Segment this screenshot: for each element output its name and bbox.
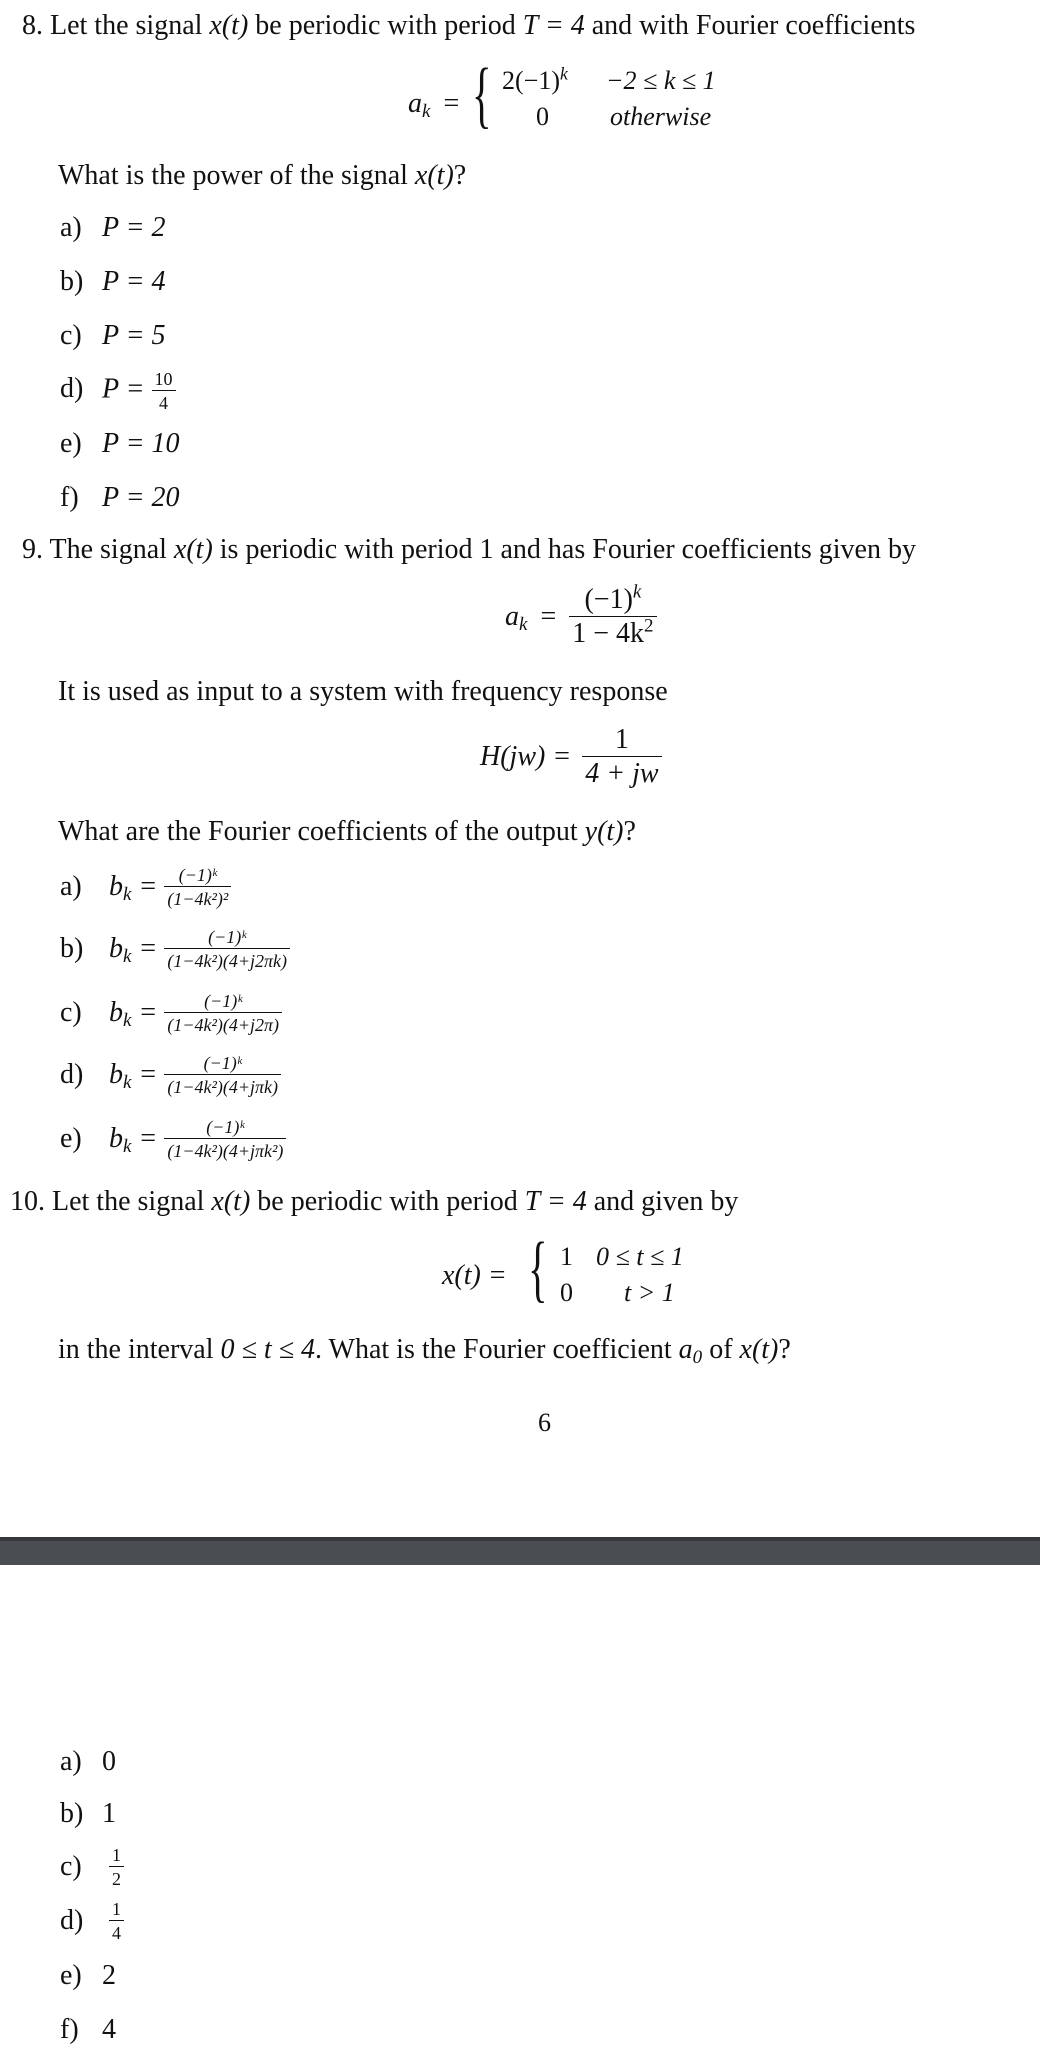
q9-option-b[interactable]: b) $b_k$ = $\frac{\text{(−1)ᵏ}}{\text{(1−4k²)(4+j2πk)}}$ [60,928,290,970]
q8-case-2: 0 otherwise [536,102,712,131]
question-number: 9. [22,534,43,565]
q8-question: What is the power of the signal x(t)? [58,160,467,191]
q10-case-2: 0 t > 1 [560,1278,675,1307]
q10-cases-brace: { [528,1228,548,1310]
q8-case-1: $2(-1)^k$ −2 ≤ k ≤ 1 [502,63,716,95]
q9-question: What are the Fourier coefficients of the output y(t)? [58,816,636,847]
q9-option-d[interactable]: d) $b_k$ = $\frac{\text{(−1)ᵏ}}{\text{(1−4k²)(4+jπk)}}$ [60,1054,281,1096]
page-separator-bar [0,1537,1040,1565]
q9-ak-equation: $a_k$ = $\frac{(-1)^k}{1 - 4k^2}$ [505,586,657,648]
q10-option-b[interactable]: b) 1 [60,1798,116,1829]
question-number: 8. [22,10,43,41]
q9-option-e[interactable]: e) $b_k$ = $\frac{\text{(−1)ᵏ}}{\text{(1−4k²)(4+jπk²)}}$ [60,1118,286,1160]
q9-option-c[interactable]: c) $b_k$ = $\frac{\text{(−1)ᵏ}}{\text{(1−4k²)(4+j2π)}}$ [60,992,282,1034]
q8-option-a[interactable]: a) P = 2 [60,212,166,243]
q10-option-e[interactable]: e) 2 [60,1960,116,1991]
question-10-stem: 10. Let the signal x(t) be periodic with period T = 4 and given by [10,1186,739,1217]
q8-option-c[interactable]: c) P = 5 [60,320,166,351]
question-8-stem: 8. Let the signal x(t) be periodic with period T = 4 and with Fourier coefficients [22,10,916,41]
q10-question: in the interval 0 ≤ t ≤ 4. What is the Fourier coefficient $a_0$ of x(t)? [58,1334,791,1368]
q9-option-a[interactable]: a) $b_k$ = $\frac{\text{(−1)ᵏ}}{\text{(1−4k²)²}}$ [60,866,231,908]
q8-ak-lhs: $a_k$ = [408,88,460,122]
q9-frequency-response: H(jw) = $\frac{1}{4 + jw}$ [480,726,662,788]
q8-cases-brace: { [472,54,492,136]
q8-option-f[interactable]: f) P = 20 [60,482,180,513]
q10-option-a[interactable]: a) 0 [60,1746,116,1777]
q10-case-1: 1 0 ≤ t ≤ 1 [560,1242,684,1271]
question-9-stem: 9. The signal x(t) is periodic with period 1 and has Fourier coefficients given by [22,534,916,565]
q10-option-f[interactable]: f) 4 [60,2014,116,2045]
q8-option-b[interactable]: b) P = 4 [60,266,166,297]
question-number: 10. [10,1186,45,1217]
q8-option-d[interactable]: d) P = $\frac{10}{4}$ [60,370,176,412]
q9-system-text: It is used as input to a system with frequency response [58,676,668,707]
page-number: 6 [538,1408,551,1437]
q10-option-d[interactable]: d) $\frac{1}{4}$ [60,1900,124,1942]
q10-x-lhs: x(t) = [442,1260,507,1291]
q8-option-e[interactable]: e) P = 10 [60,428,180,459]
q10-option-c[interactable]: c) $\frac{1}{2}$ [60,1846,124,1888]
fraction: $\frac{10}{4}$ [152,370,176,412]
